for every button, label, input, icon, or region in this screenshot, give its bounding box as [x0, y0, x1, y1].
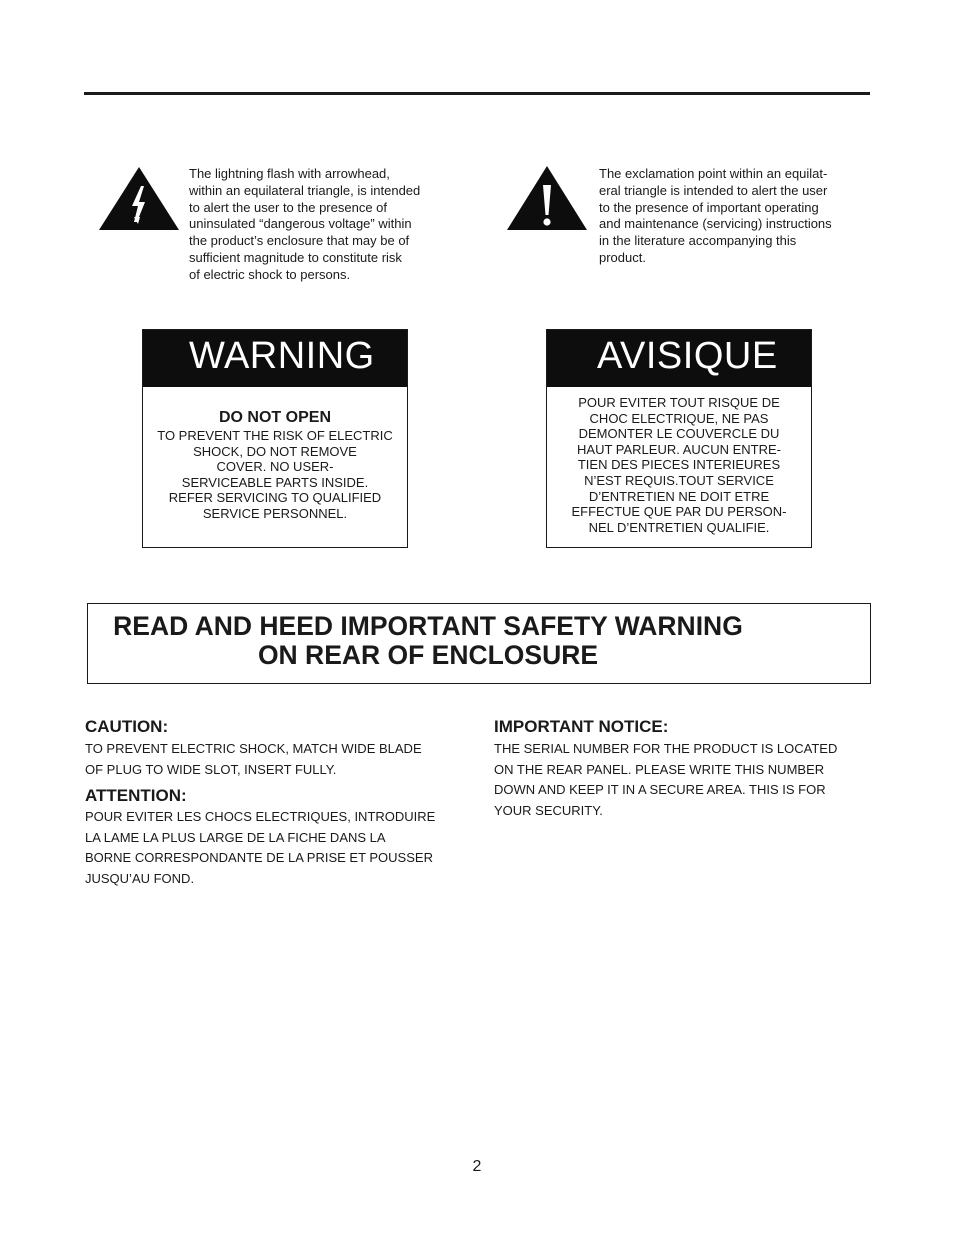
description-line: product.	[599, 249, 646, 265]
sign-line: N’EST REQUIS.TOUT SERVICE	[584, 472, 774, 488]
description-line: eral triangle is intended to alert the user	[599, 182, 828, 198]
caution-text	[85, 739, 422, 780]
sign-line: HAUT PARLEUR. AUCUN ENTRE-	[577, 441, 781, 457]
description-line: The lightning flash with arrowhead,	[189, 166, 390, 181]
sign-line: NEL D’ENTRETIEN QUALIFIE.	[588, 519, 770, 535]
description-line: sufficient magnitude to constitute risk	[189, 249, 402, 265]
notice-line: POUR EVITER LES CHOCS ELECTRIQUES, INTRODUIRE	[85, 809, 436, 824]
avisique-sign	[546, 329, 812, 548]
sign-line: REFER SERVICING TO QUALIFIED	[168, 490, 382, 506]
description-line: uninsulated “dangerous voltage” within	[189, 216, 412, 232]
notice-line: THE SERIAL NUMBER FOR THE PRODUCT IS LOCATED	[494, 741, 838, 756]
sign-line: TO PREVENT THE RISK OF ELECTRIC	[157, 428, 393, 443]
notice-line: TO PREVENT ELECTRIC SHOCK, MATCH WIDE BLADE	[85, 741, 422, 756]
exclamation-warning-icon	[506, 165, 588, 232]
sign-line: D’ENTRETIEN NE DOIT ETRE	[588, 488, 770, 504]
sign-line: POUR EVITER TOUT RISQUE DE	[578, 395, 780, 410]
lightning-description	[189, 166, 420, 284]
lightning-warning-icon	[98, 166, 180, 232]
sign-line: COVER. NO USER-	[216, 459, 334, 475]
sign-line: CHOC ELECTRIQUE, NE PAS	[589, 410, 769, 426]
notice-line: JUSQU’AU FOND.	[85, 870, 195, 886]
description-line: to the presence of important operating	[599, 199, 819, 215]
sign-line: DEMONTER LE COUVERCLE DU	[578, 426, 780, 442]
safety-warning-line: READ AND HEED IMPORTANT SAFETY WARNING	[113, 611, 743, 641]
safety-warning-line: ON REAR OF ENCLOSURE	[257, 640, 599, 670]
sign-line: TIEN DES PIECES INTERIEURES	[577, 457, 781, 473]
sign-line: SERVICEABLE PARTS INSIDE.	[181, 474, 369, 490]
sign-line: SERVICE PERSONNEL.	[202, 505, 348, 521]
avisique-sign-title: AVISIQUE	[547, 330, 811, 387]
description-line: The exclamation point within an equilat-	[599, 166, 828, 181]
important-notice-text	[494, 739, 837, 821]
description-line: of electric shock to persons.	[189, 266, 351, 282]
top-rule	[84, 92, 870, 95]
safety-warning-box	[87, 603, 871, 684]
avisique-sign-body	[547, 387, 811, 535]
warning-sign-title: WARNING	[143, 330, 407, 387]
description-line: to alert the user to the presence of	[189, 199, 388, 215]
description-line: the product’s enclosure that may be of	[189, 233, 410, 249]
notice-line: YOUR SECURITY.	[494, 802, 603, 818]
attention-title: ATTENTION:	[85, 786, 187, 805]
warning-sign-body	[143, 387, 407, 522]
description-line: within an equilateral triangle, is intended	[189, 182, 421, 198]
notice-line: ON THE REAR PANEL. PLEASE WRITE THIS NUMBER	[494, 761, 825, 777]
exclamation-description	[599, 166, 832, 267]
description-line: in the literature accompanying this	[599, 233, 797, 249]
warning-sign	[142, 329, 408, 548]
caution-title: CAUTION:	[85, 717, 169, 736]
sign-line: EFFECTUE QUE PAR DU PERSON-	[571, 504, 787, 520]
notice-line: BORNE CORRESPONDANTE DE LA PRISE ET POUSSER	[85, 850, 433, 865]
page-number: 2	[472, 1158, 482, 1175]
do-not-open-label: DO NOT OPEN	[218, 409, 331, 426]
description-line: and maintenance (servicing) instructions	[599, 216, 832, 232]
attention-text	[85, 807, 435, 889]
notice-line: OF PLUG TO WIDE SLOT, INSERT FULLY.	[85, 761, 337, 777]
notice-line: LA LAME LA PLUS LARGE DE LA FICHE DANS LA	[85, 829, 386, 845]
notice-line: DOWN AND KEEP IT IN A SECURE AREA. THIS IS FOR	[494, 782, 826, 797]
sign-line: SHOCK, DO NOT REMOVE	[193, 443, 357, 459]
important-notice-title: IMPORTANT NOTICE:	[494, 717, 669, 736]
